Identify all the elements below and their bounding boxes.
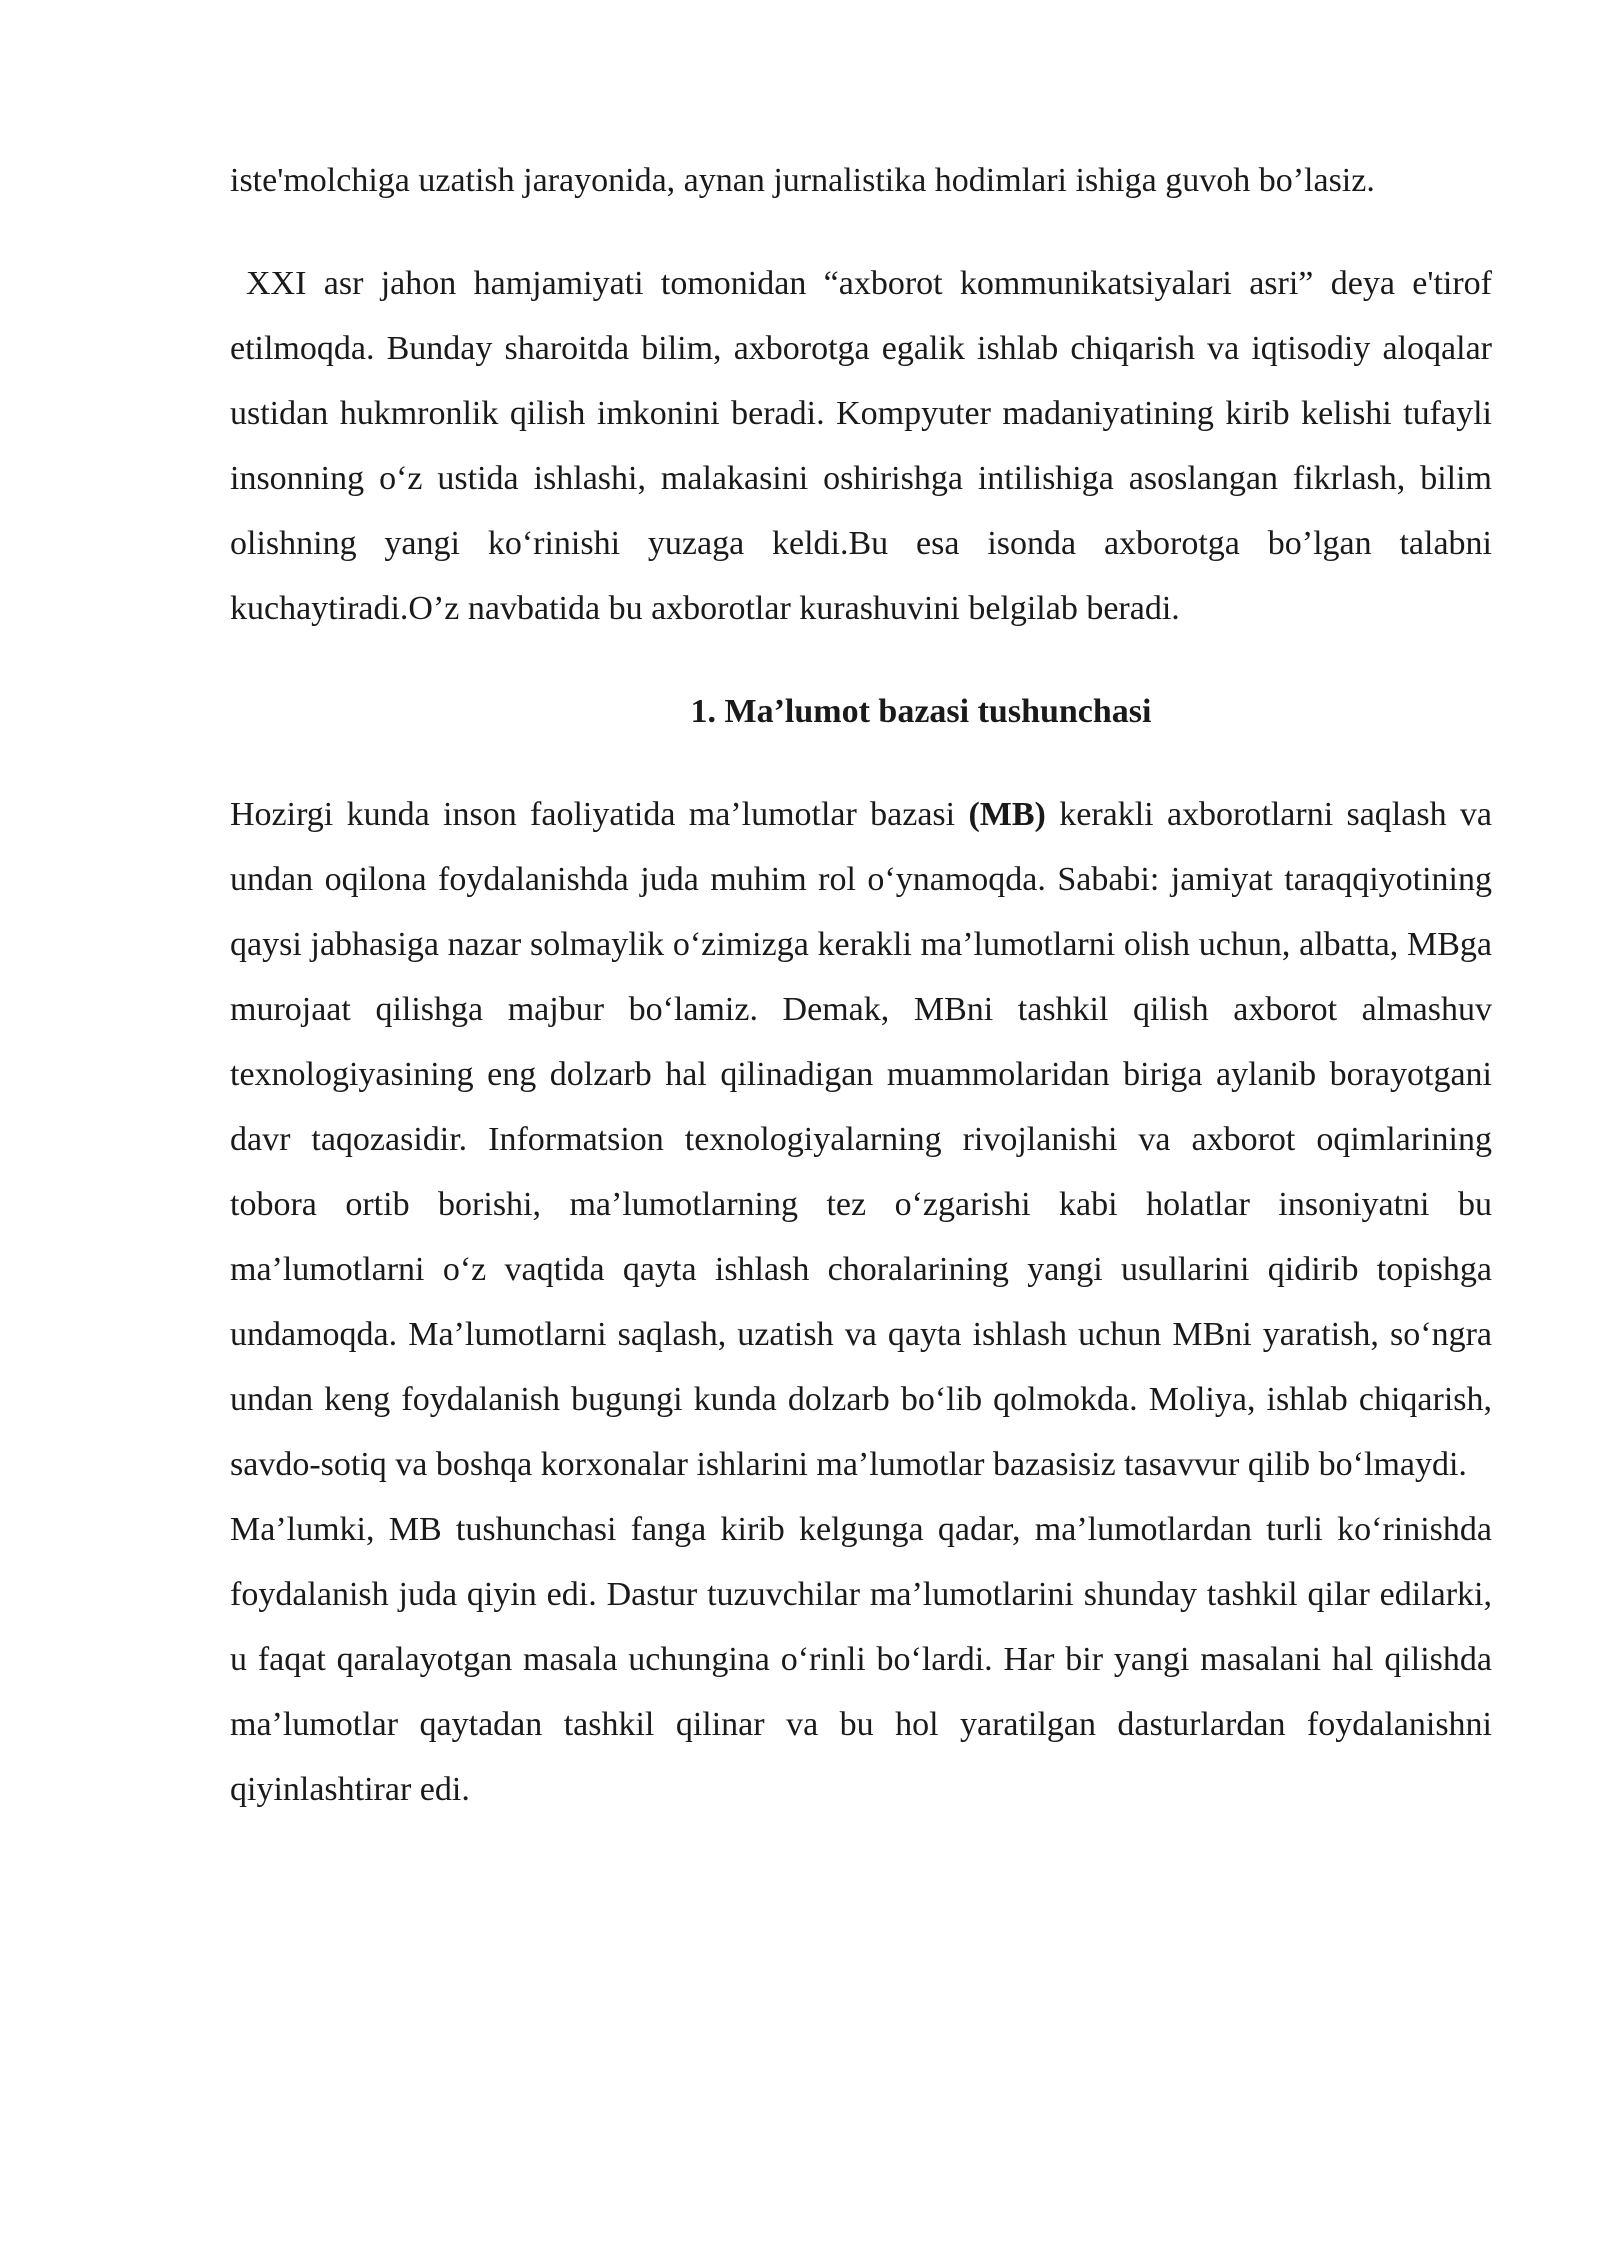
paragraph-intro-continuation: iste'molchiga uzatish jarayonida, aynan jurnalistika hodimlari ishiga guvoh bo’lasiz. [230,162,1375,199]
paragraph-text-rest: kerakli axborotlarni saqlash va undan oqilona foydalanishda juda muhim rol o‘ynamoqda. Sababi: jamiyat taraqqiyotining qaysi jabhasiga nazar solmaylik o‘zimizga kerakli ma’lumotlarni olish uchun, albatta, MBga murojaat qilishga majbur bo‘lamiz. Demak, MBni tashkil qilish axborot almashuv texnologiyasining eng dolzarb hal qilinadigan muammolaridan biriga aylanib borayotgani davr taqozasidir. Informatsion texnologiyalarning rivojlanishi va axborot oqimlarining tobora ortib borishi, ma’lumotlarning tez o‘zgarishi kabi holatlar insoniyatni bu ma’lumotlarni o‘z vaqtida qayta ishlash choralarining yangi usullarini qidirib topishga undamoqda. Ma’lumotlarni saqlash, uzatish va qayta ishlash uchun MBni yaratish, so‘ngra undan keng foydalanish bugungi kunda dolzarb bo‘lib qolmokda. Moliya, ishlab chiqarish, savdo-sotiq va boshqa korxonalar ishlarini ma’lumotlar bazasisiz tasavvur qilib bo‘lmaydi. [230,796,1493,1483]
document-page [230,148,1492,1822]
abbreviation-mb: (MB) [968,796,1046,833]
paragraph-information-age: XXI asr jahon hamjamiyati tomonidan “axborot kommunikatsiyalari asri” deya e'tirof etilmoqda. Bunday sharoitda bilim, axborotga egalik ishlab chiqarish va iqtisodiy aloqalar ustidan hukmronlik qilish imkonini beradi. Kompyuter madaniyatining kirib kelishi tufayli insonning o‘z ustida ishlashi, malakasini oshirishga intilishiga asoslangan fikrlash, bilim olishning yangi ko‘rinishi yuzaga keldi.Bu esa isonda axborotga bo’lgan talabni kuchaytiradi.O’z navbatida bu axborotlar kurashuvini belgilab beradi. [230,265,1492,627]
section-heading: 1. Ma’lumot bazasi tushunchasi [690,693,1152,730]
paragraph-database-importance [230,782,1492,1497]
paragraph-history: Ma’lumki, MB tushunchasi fanga kirib kelgunga qadar, ma’lumotlardan turli ko‘rinishda foydalanish juda qiyin edi. Dastur tuzuvchilar ma’lumotlarini shunday tashkil qilar edilarki, u faqat qaralayotgan masala uchungina o‘rinli bo‘lardi. Har bir yangi masalani hal qilishda ma’lumotlar qaytadan tashkil qilinar va bu hol yaratilgan dasturlardan foydalanishni qiyinlashtirar edi. [230,1511,1492,1808]
paragraph-text-start: Hozirgi kunda inson faoliyatida ma’lumotlar bazasi [230,796,969,833]
